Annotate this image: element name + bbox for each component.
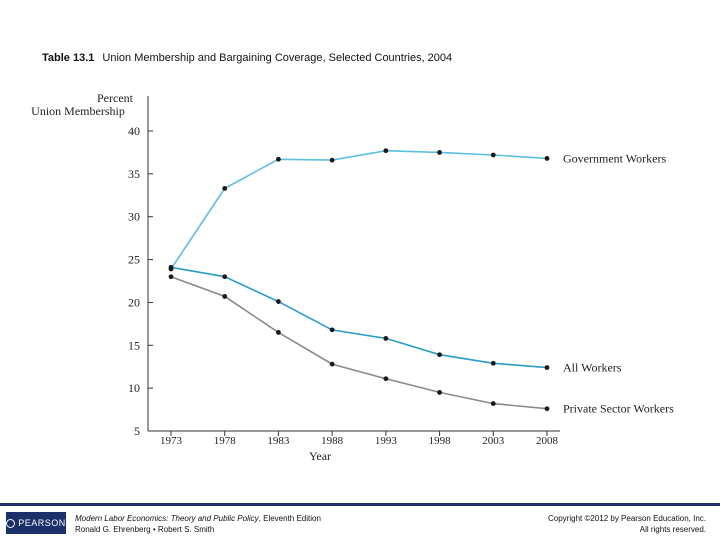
series-label: Government Workers xyxy=(563,151,667,166)
series-line xyxy=(171,267,547,367)
footer-rule xyxy=(0,503,720,506)
table-title: Union Membership and Bargaining Coverage, Selected Countries, 2004 xyxy=(102,52,453,64)
data-point xyxy=(383,376,388,381)
rights-line: All rights reserved. xyxy=(639,525,706,534)
data-point xyxy=(330,362,335,367)
y-tick-label: 20 xyxy=(128,295,140,310)
pearson-mark-icon xyxy=(6,519,15,528)
data-point xyxy=(437,352,442,357)
data-point xyxy=(491,401,496,406)
series-line xyxy=(171,277,547,409)
book-authors: Ronald G. Ehrenberg • Robert S. Smith xyxy=(75,525,215,534)
x-tick-label: 1993 xyxy=(374,435,397,447)
book-edition: , Eleventh Edition xyxy=(258,514,321,523)
data-point xyxy=(222,274,227,279)
y-tick-label: 5 xyxy=(134,424,140,438)
y-tick-label: 25 xyxy=(128,252,140,267)
data-point xyxy=(491,361,496,366)
table-number: Table 13.1 xyxy=(42,52,95,64)
data-point xyxy=(545,365,550,370)
data-point xyxy=(276,157,281,162)
x-tick-label: 1978 xyxy=(213,435,236,447)
data-point xyxy=(437,150,442,155)
data-point xyxy=(383,336,388,341)
x-tick-label: 1983 xyxy=(267,435,290,447)
y-tick-label: 10 xyxy=(128,381,140,396)
x-tick-label: 2008 xyxy=(536,435,558,447)
book-citation xyxy=(75,513,321,535)
copyright-line: Copyright ©2012 by Pearson Education, Inc. xyxy=(548,514,706,523)
pearson-logo-text: PEARSON xyxy=(18,518,66,528)
x-tick-label: 1973 xyxy=(160,435,182,447)
data-point xyxy=(383,148,388,153)
data-point xyxy=(491,153,496,158)
data-point xyxy=(545,156,550,161)
pearson-logo xyxy=(6,512,66,534)
x-tick-label: 1988 xyxy=(321,435,344,447)
data-point xyxy=(169,274,174,279)
series-line xyxy=(171,151,547,269)
copyright xyxy=(548,513,706,535)
data-point xyxy=(545,406,550,411)
data-point xyxy=(276,330,281,335)
data-point xyxy=(330,327,335,332)
y-tick-label: 40 xyxy=(128,124,140,138)
data-point xyxy=(276,299,281,304)
data-point xyxy=(222,186,227,191)
book-title: Modern Labor Economics: Theory and Public Policy xyxy=(75,514,259,523)
series-label: All Workers xyxy=(563,360,622,375)
data-point xyxy=(169,265,174,270)
series-label: Private Sector Workers xyxy=(563,401,674,416)
y-tick-label: 35 xyxy=(128,166,140,181)
data-point xyxy=(222,294,227,299)
data-point xyxy=(330,158,335,163)
y-tick-label: 15 xyxy=(128,338,140,353)
x-axis-title: Year xyxy=(308,449,332,463)
data-point xyxy=(437,390,442,395)
x-tick-label: 2003 xyxy=(482,435,505,447)
y-axis-title-line1: Percent xyxy=(97,91,133,105)
x-tick-label: 1998 xyxy=(428,435,451,447)
y-tick-label: 30 xyxy=(128,209,140,224)
y-axis-title-line2: Union Membership xyxy=(31,104,125,118)
